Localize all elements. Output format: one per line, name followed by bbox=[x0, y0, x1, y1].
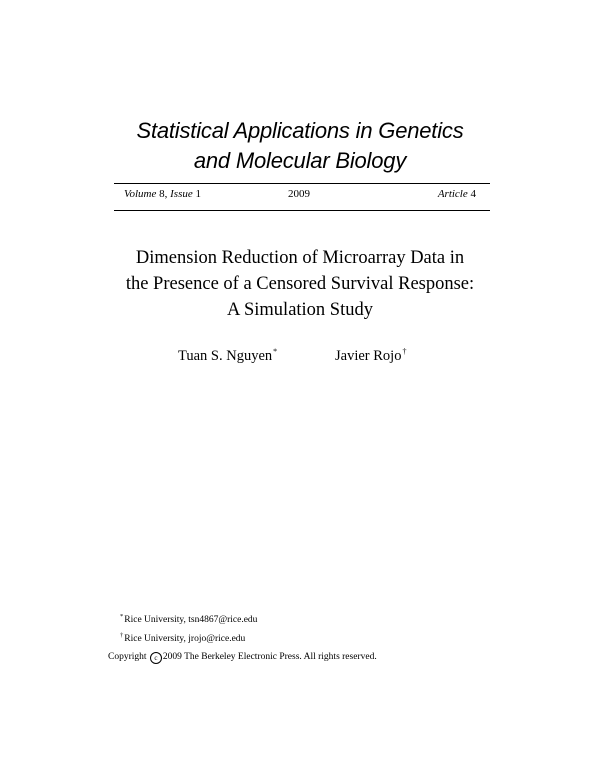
author-footnote-mark: * bbox=[273, 347, 278, 356]
volume-label: Volume bbox=[124, 188, 157, 200]
author-2 bbox=[335, 342, 406, 366]
issue-label: Issue bbox=[170, 188, 193, 200]
author-name: Tuan S. Nguyen bbox=[178, 348, 273, 364]
issue-year: 2009 bbox=[288, 188, 310, 200]
copyright-text: 2009 The Berkeley Electronic Press. All rights reserved. bbox=[162, 652, 377, 662]
author-1 bbox=[178, 342, 277, 366]
copyright-prefix: Copyright bbox=[108, 652, 147, 662]
issue-number: 1 bbox=[195, 188, 201, 200]
journal-title-line-2: and Molecular Biology bbox=[193, 148, 407, 173]
footnotes bbox=[120, 609, 257, 647]
copyright-icon: c bbox=[150, 652, 162, 664]
paper-title bbox=[0, 245, 600, 323]
footnote-1 bbox=[120, 609, 257, 628]
author-name: Javier Rojo bbox=[335, 348, 402, 364]
bottom-rule bbox=[114, 210, 490, 211]
volume-issue bbox=[124, 186, 201, 202]
paper-title-line-2: the Presence of a Censored Survival Response: bbox=[125, 274, 475, 294]
footnote-text: Rice University, jrojo@rice.edu bbox=[124, 634, 246, 644]
footnote-mark: † bbox=[120, 632, 124, 639]
top-rule bbox=[114, 183, 490, 184]
paper-title-line-1: Dimension Reduction of Microarray Data in bbox=[135, 248, 465, 268]
article-number: 4 bbox=[470, 188, 476, 200]
article-info bbox=[438, 186, 476, 202]
copyright-notice bbox=[108, 650, 377, 664]
article-label: Article bbox=[437, 188, 468, 200]
paper-title-line-3: A Simulation Study bbox=[227, 300, 373, 320]
footnote-mark: * bbox=[120, 613, 124, 620]
journal-title bbox=[0, 116, 600, 176]
journal-title-line-1: Statistical Applications in Genetics bbox=[136, 118, 464, 143]
footnote-text: Rice University, tsn4867@rice.edu bbox=[124, 615, 258, 625]
volume-number: 8, bbox=[159, 188, 168, 200]
author-footnote-mark: † bbox=[402, 347, 407, 356]
footnote-2 bbox=[120, 628, 257, 647]
